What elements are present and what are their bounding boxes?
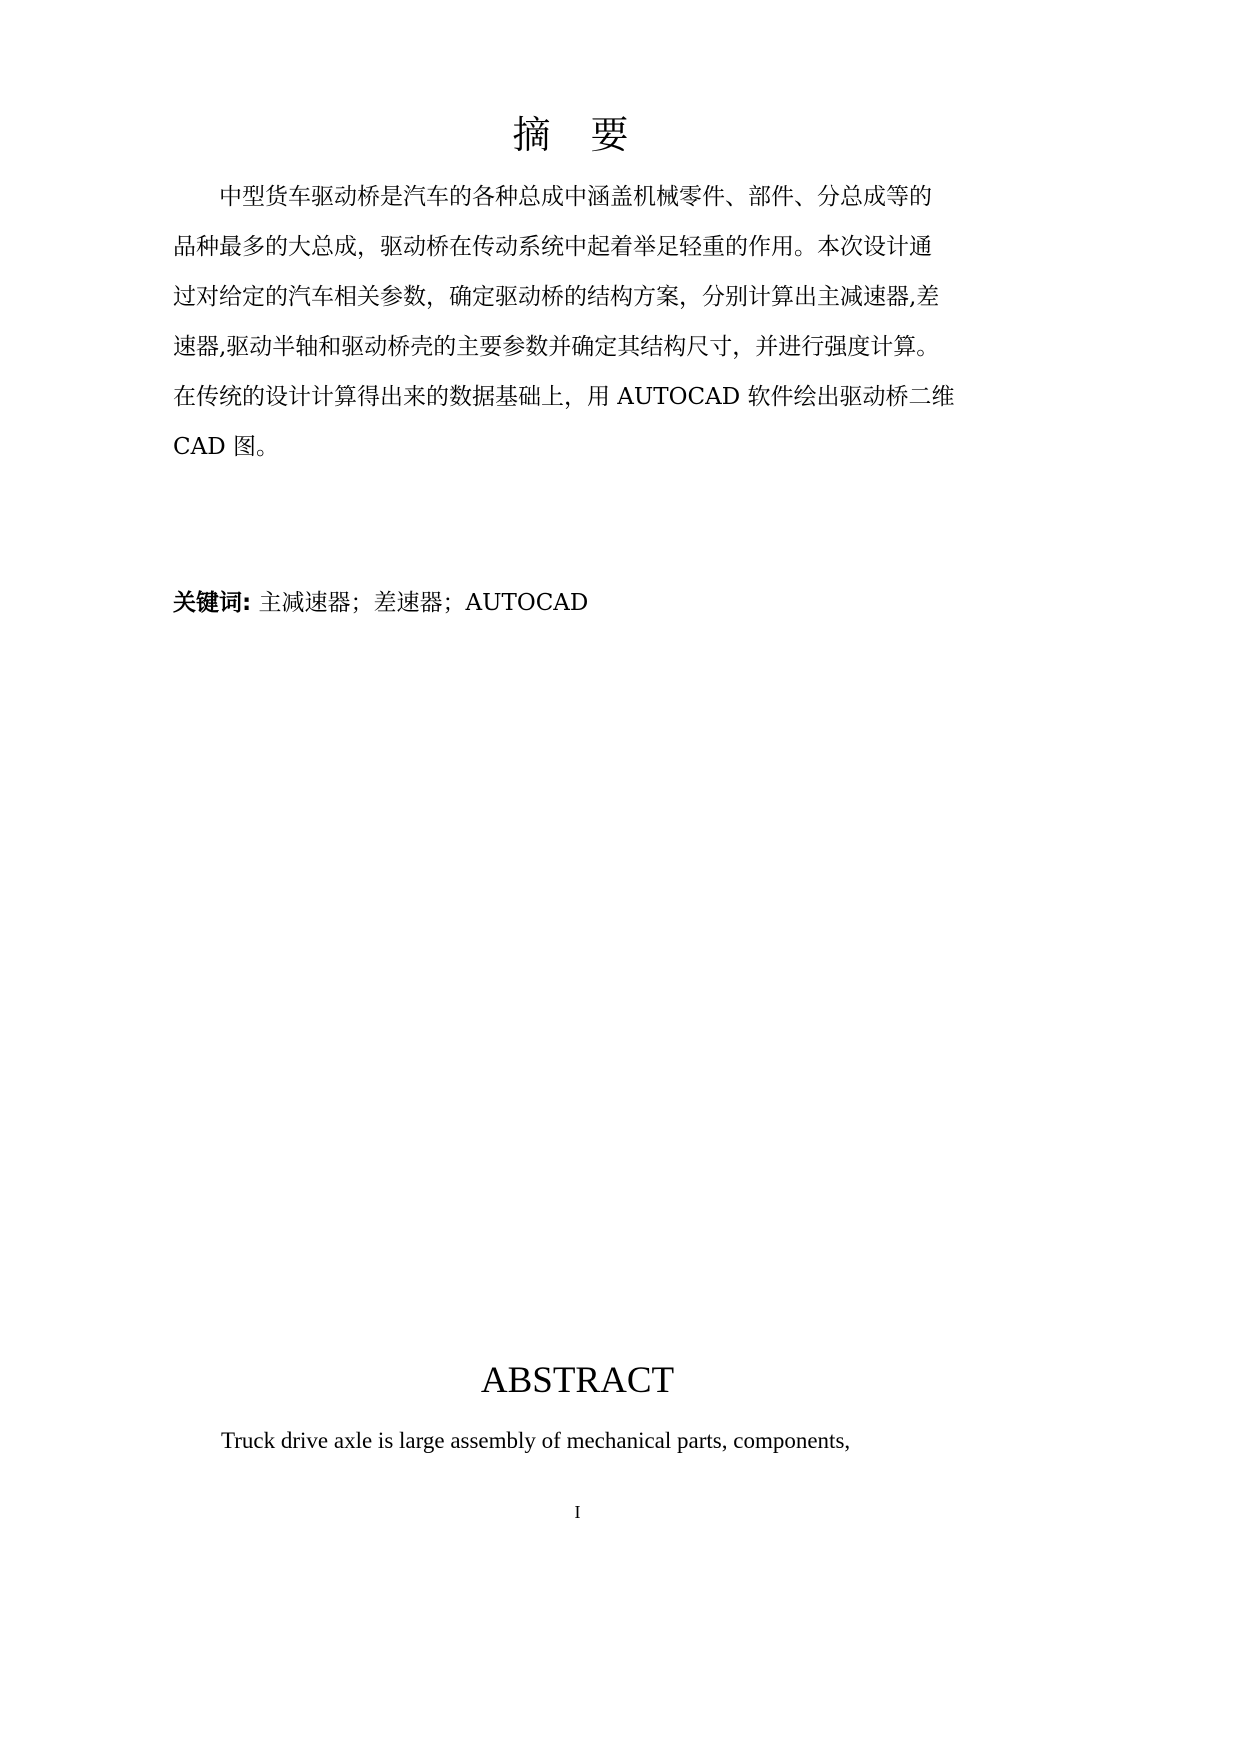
chinese-abstract-title: 摘 要	[512, 113, 643, 157]
page-number: I	[574, 1502, 581, 1522]
english-abstract-first-line: Truck drive axle is large assembly of mechanical parts, components,	[221, 1428, 851, 1453]
abstract-line: 中型货车驱动桥是汽车的各种总成中涵盖机械零件、部件、分总成等的	[173, 184, 932, 210]
abstract-line: 在传统的设计计算得出来的数据基础上，用 AUTOCAD 软件绘出驱动桥二维	[173, 384, 955, 410]
keywords-line	[173, 588, 588, 618]
abstract-line: 过对给定的汽车相关参数，确定驱动桥的结构方案，分别计算出主减速器,差	[173, 284, 940, 310]
abstract-line: CAD 图。	[173, 434, 279, 460]
keywords-label: 关键词:	[173, 590, 252, 616]
keywords-text: 主减速器；差速器；AUTOCAD	[251, 590, 589, 616]
abstract-line: 品种最多的大总成，驱动桥在传动系统中起着举足轻重的作用。本次设计通	[173, 234, 932, 260]
abstract-line: 速器,驱动半轴和驱动桥壳的主要参数并确定其结构尺寸，并进行强度计算。	[173, 334, 940, 360]
english-abstract-title: ABSTRACT	[480, 1360, 675, 1401]
